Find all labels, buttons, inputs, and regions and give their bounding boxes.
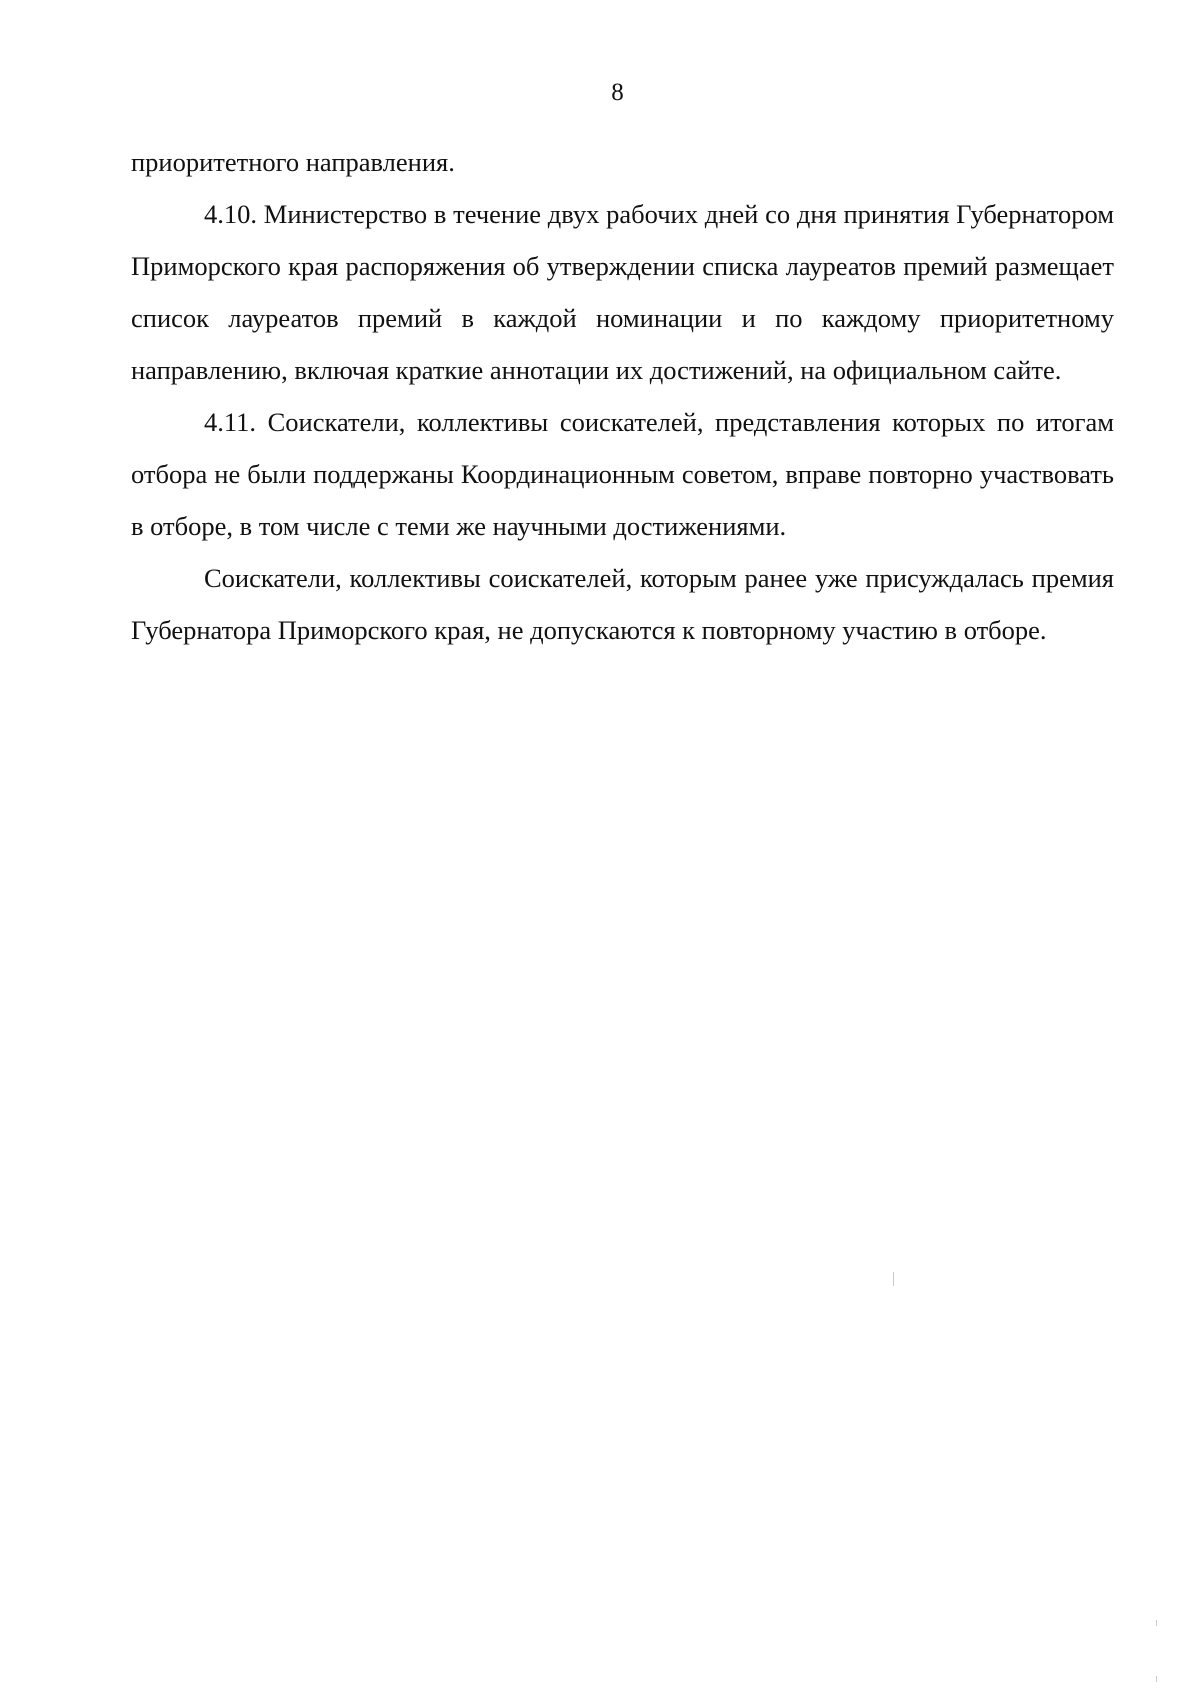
paragraph-4-11: 4.11. Соискатели, коллективы соискателей, представления которых по итогам отбора не были поддержаны Координационным советом, вправе повторно участвовать в отборе, в том числе с теми же научными достижениями.	[131, 407, 1114, 541]
scan-artifact	[893, 1272, 894, 1286]
paragraph-continuation: приоритетного направления.	[131, 147, 455, 177]
document-body	[131, 136, 1114, 656]
page-number: 8	[611, 79, 624, 106]
scan-artifact	[1156, 1676, 1157, 1682]
paragraph-4-10: 4.10. Министерство в течение двух рабочих дней со дня принятия Губернатором Приморского края распоряжения об утверждении списка лауреатов премий размещает список лауреатов премий в каждой номинации и по каждому приоритетному направлению, включая краткие аннотации их достижений, на официальном сайте.	[131, 199, 1114, 385]
paragraph-previous-laureates: Соискатели, коллективы соискателей, которым ранее уже присуждалась премия Губернатора Приморского края, не допускаются к повторному участию в отборе.	[131, 563, 1114, 645]
scan-artifact	[1156, 1620, 1157, 1626]
